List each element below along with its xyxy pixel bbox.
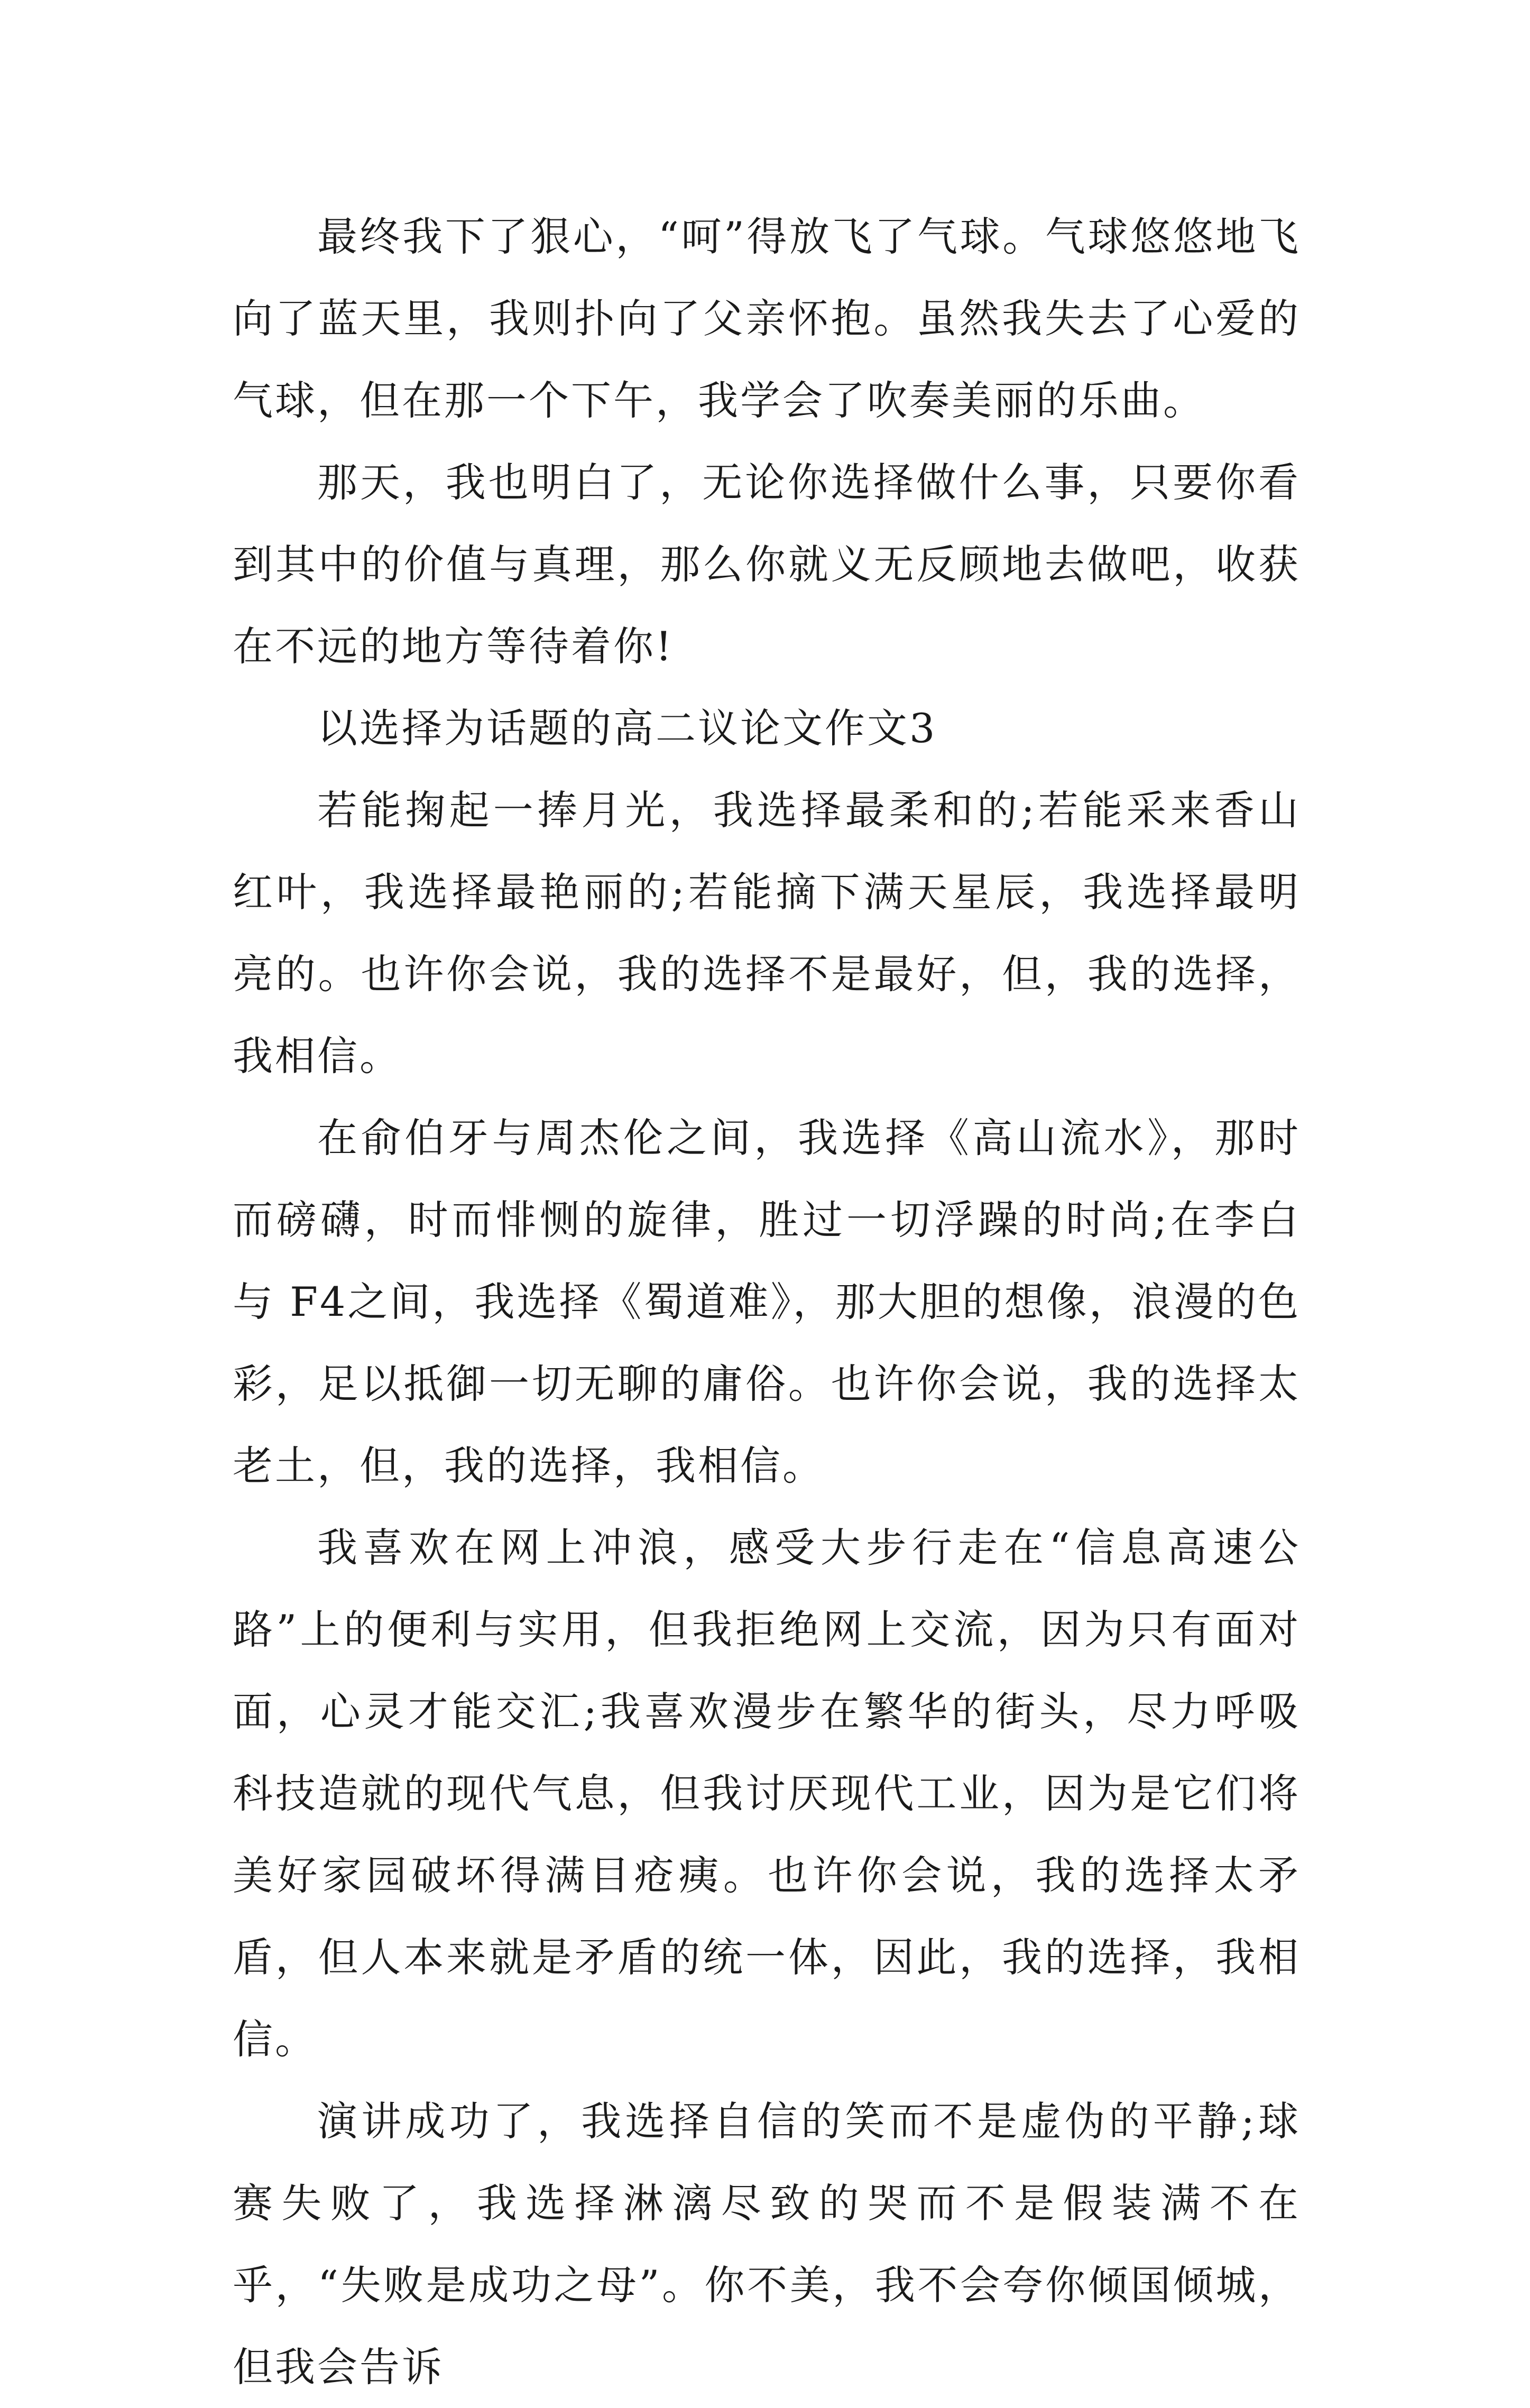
paragraph-that-day: 那天，我也明白了，无论你选择做什么事，只要你看到其中的价值与真理，那么你就义无反顾地去做吧，收获在不远的地方等待着你!	[233, 459, 1301, 670]
essay-body	[233, 196, 1301, 2408]
paragraph-balloon: 最终我下了狠心，“呵”得放飞了气球。气球悠悠地飞向了蓝天里，我则扑向了父亲怀抱。虽然我失去了心爱的气球，但在那一个下午，我学会了吹奏美丽的乐曲。	[233, 213, 1301, 424]
paragraph-music-poetry: 在俞伯牙与周杰伦之间，我选择《高山流水》，那时而磅礴，时而悱恻的旋律，胜过一切浮躁的时尚;在李白与 F4之间，我选择《蜀道难》，那大胆的想像，浪漫的色彩，足以抵御一切无聊的庸俗。也许你会说，我的选择太老土，但，我的选择，我相信。	[233, 1114, 1301, 1489]
paragraph-internet: 我喜欢在网上冲浪，感受大步行走在“信息高速公路”上的便利与实用，但我拒绝网上交流，因为只有面对面，心灵才能交汇;我喜欢漫步在繁华的街头，尽力呼吸科技造就的现代气息，但我讨厌现代工业，因为是它们将美好家园破坏得满目疮痍。也许你会说，我的选择太矛盾，但人本来就是矛盾的统一体，因此，我的选择，我相信。	[233, 1524, 1301, 2063]
essay-title: 以选择为话题的高二议论文作文3	[317, 705, 937, 752]
paragraph-moonlight: 若能掬起一捧月光，我选择最柔和的;若能采来香山红叶，我选择最艳丽的;若能摘下满天星辰，我选择最明亮的。也许你会说，我的选择不是最好，但，我的选择，我相信。	[233, 787, 1301, 1080]
paragraph-speech: 演讲成功了，我选择自信的笑而不是虚伪的平静;球赛失败了，我选择淋漓尽致的哭而不是假装满不在乎，“失败是成功之母”。你不美，我不会夸你倾国倾城，但我会告诉	[233, 2098, 1301, 2391]
